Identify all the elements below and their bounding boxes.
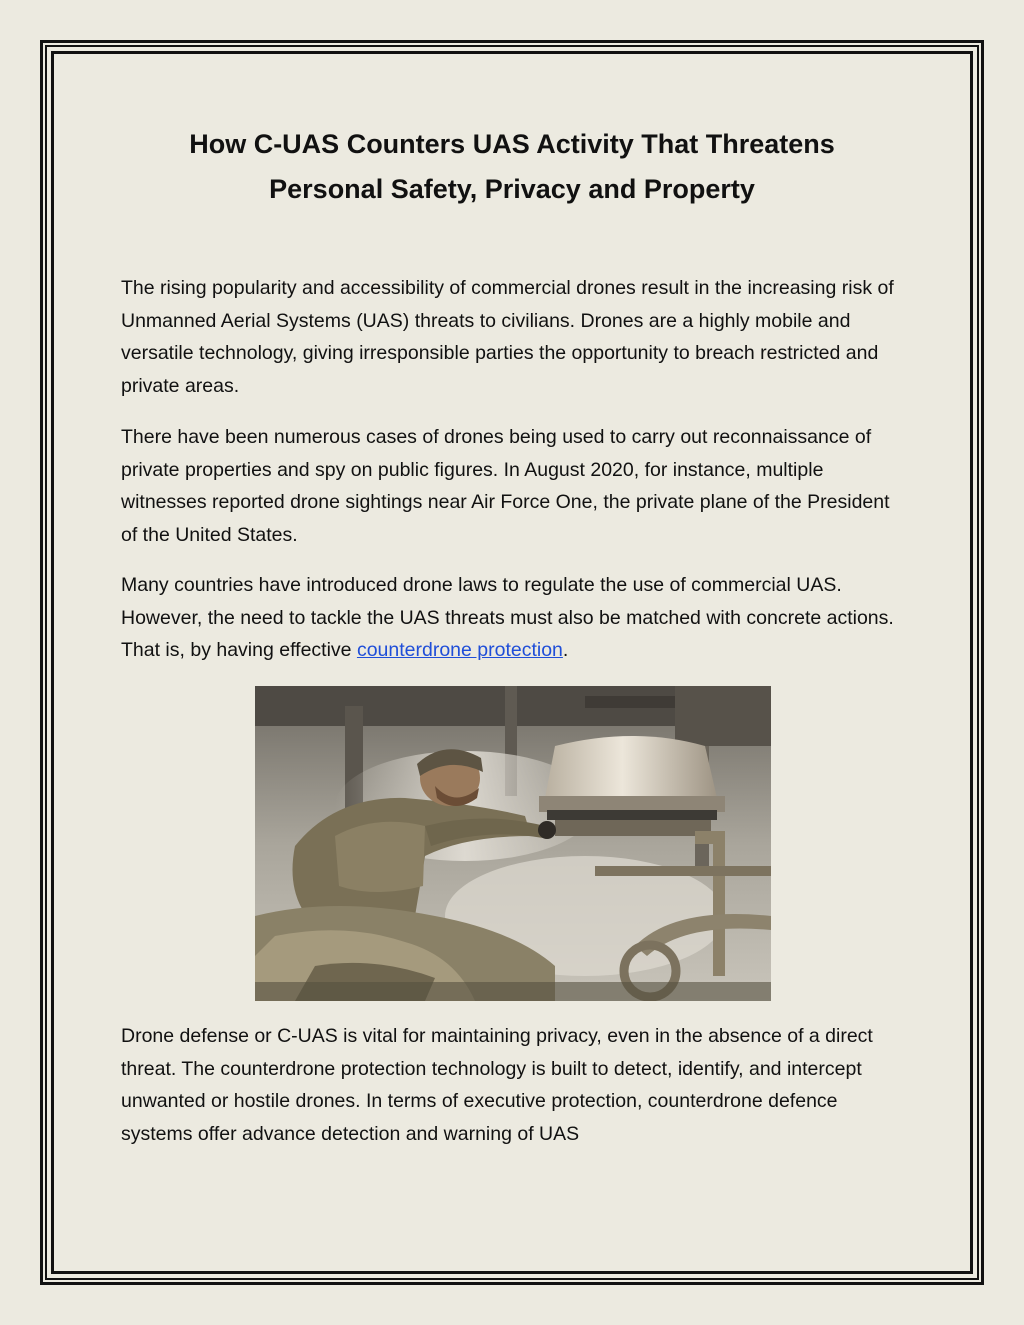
counterdrone-protection-link[interactable]: counterdrone protection [356,639,563,662]
paragraph-3-end: . [562,639,569,662]
paragraph-3-text: Many countries have introduced drone laws to regulate the use of commercial UAS. However, the need to tackle the UAS threats must also be matched with concrete actions. That is, by having effective [121,574,894,662]
paragraph-3 [121,569,911,667]
soldier-counterdrone-photo [255,686,771,1001]
title-line-2: Personal Safety, Privacy and Property [269,174,755,204]
photo-illustration [255,686,771,1001]
paragraph-4: Drone defense or C-UAS is vital for maintaining privacy, even in the absence of a direct threat. The counterdrone protection technology is built to detect, identify, and intercept unwanted or hostile drones. In terms of executive protection, counterdrone defence systems offer advance detection and warning of UAS [121,1025,873,1146]
page-title [120,122,904,212]
paragraph-2: There have been numerous cases of drones being used to carry out reconnaissance of private properties and spy on public figures. In August 2020, for instance, multiple witnesses reported drone sightings near Air Force One, the private plane of the President of the United States. [121,426,890,547]
paragraph-1: The rising popularity and accessibility of commercial drones result in the increasing risk of Unmanned Aerial Systems (UAS) threats to civilians. Drones are a highly mobile and versatile technology, giving irresponsible parties the opportunity to breach restricted and private areas. [121,277,894,398]
title-line-1: How C-UAS Counters UAS Activity That Threatens [189,129,835,159]
